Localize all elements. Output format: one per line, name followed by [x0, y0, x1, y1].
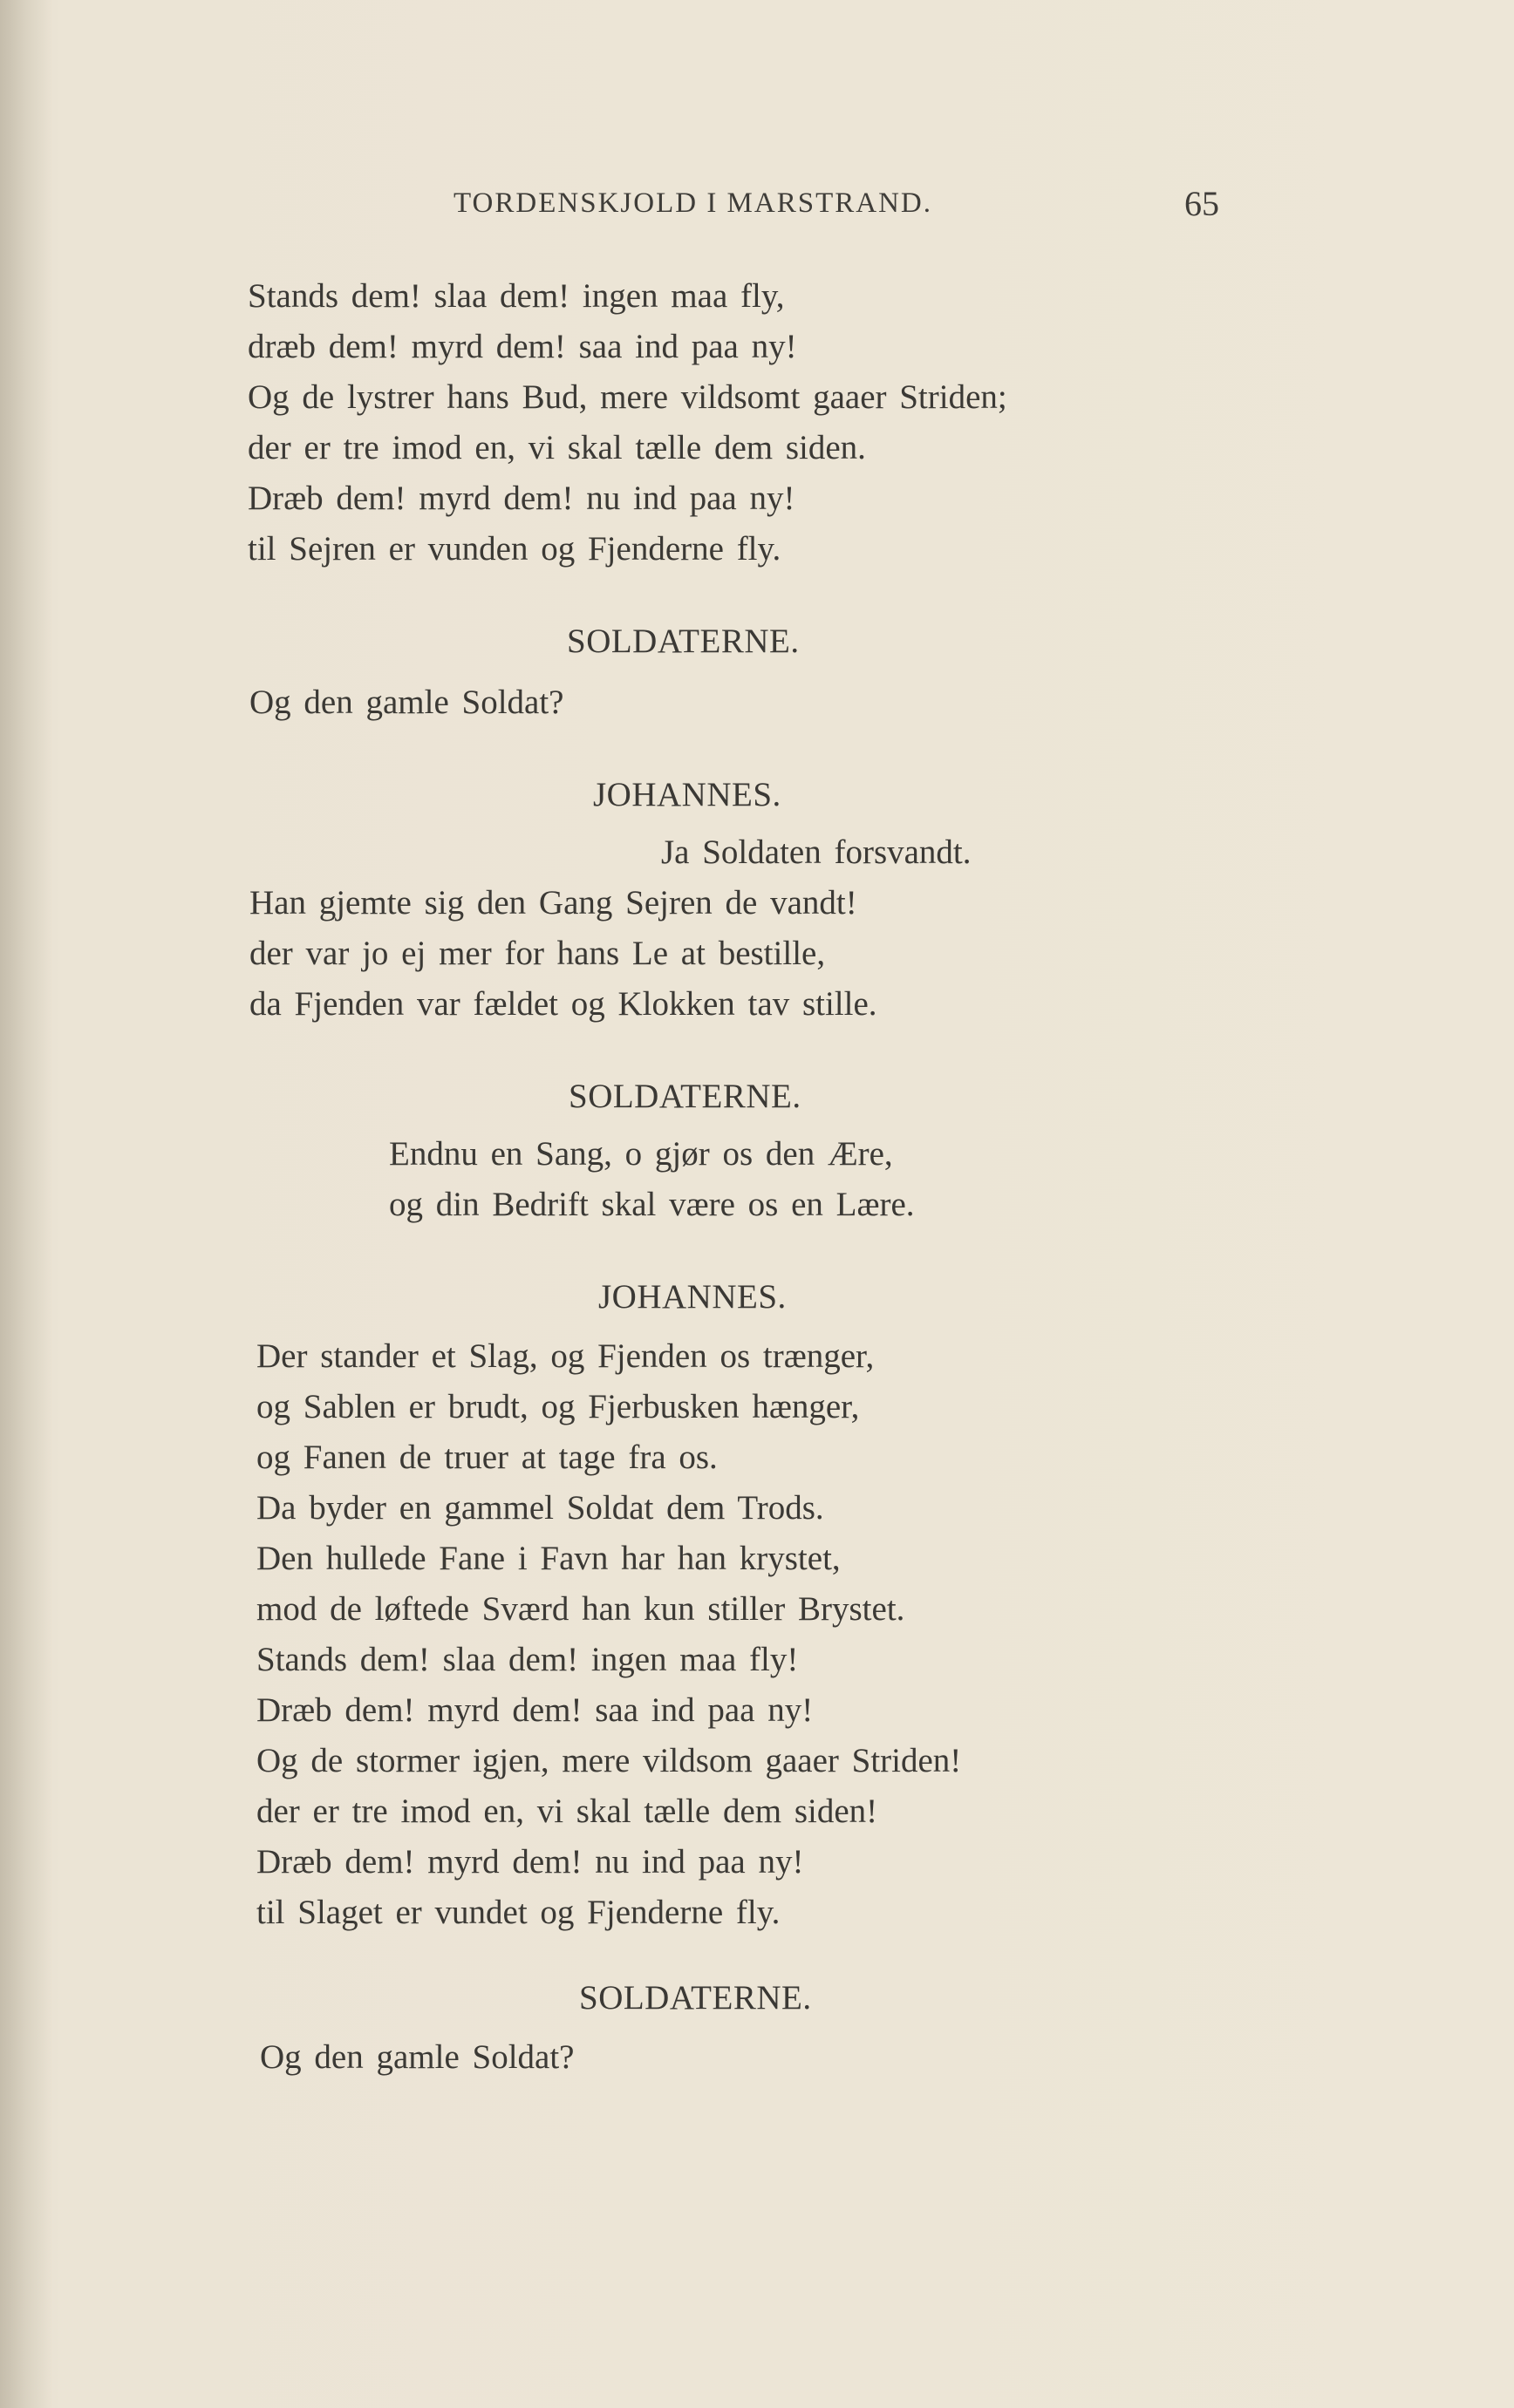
verse-line: mod de løftede Sværd han kun stiller Brystet. — [256, 1590, 905, 1628]
verse-line: Dræb dem! myrd dem! saa ind paa ny! — [256, 1691, 814, 1729]
verse-line: Der stander et Slag, og Fjenden os trænger, — [256, 1337, 875, 1375]
verse-line: Den hullede Fane i Favn har han krystet, — [256, 1540, 841, 1577]
verse-line: Dræb dem! myrd dem! nu ind paa ny! — [256, 1843, 804, 1881]
verse-line: og Sablen er brudt, og Fjerbusken hænger, — [256, 1388, 860, 1425]
speaker-name: SOLDATERNE. — [567, 622, 800, 660]
speaker-name: SOLDATERNE. — [579, 1979, 812, 2017]
verse-line: til Slaget er vundet og Fjenderne fly. — [256, 1894, 781, 1931]
verse-line: til Sejren er vunden og Fjenderne fly. — [248, 530, 781, 568]
verse-line: Endnu en Sang, o gjør os den Ære, — [389, 1135, 893, 1173]
speaker-name: JOHANNES. — [593, 776, 781, 813]
verse-line: og din Bedrift skal være os en Lære. — [389, 1186, 915, 1223]
verse-line: der er tre imod en, vi skal tælle dem siden! — [256, 1792, 878, 1830]
verse-line: Og den gamle Soldat? — [249, 684, 564, 721]
running-title: TORDENSKJOLD I MARSTRAND. — [454, 187, 933, 219]
verse-line: Stands dem! slaa dem! ingen maa fly, — [248, 277, 785, 315]
page-binding-shadow — [0, 0, 52, 2408]
verse-line: Han gjemte sig den Gang Sejren de vandt! — [249, 884, 857, 922]
verse-line: da Fjenden var fældet og Klokken tav stille. — [249, 985, 877, 1023]
verse-line: der var jo ej mer for hans Le at bestille, — [249, 935, 826, 972]
verse-line: Og de stormer igjen, mere vildsom gaaer Striden! — [256, 1742, 962, 1779]
verse-line: Og de lystrer hans Bud, mere vildsomt gaaer Striden; — [248, 378, 1007, 416]
verse-line: og Fanen de truer at tage fra os. — [256, 1439, 718, 1476]
verse-line: der er tre imod en, vi skal tælle dem siden. — [248, 429, 866, 466]
verse-line: Dræb dem! myrd dem! nu ind paa ny! — [248, 480, 795, 517]
speaker-name: JOHANNES. — [598, 1278, 787, 1316]
page-number: 65 — [1184, 184, 1219, 223]
verse-line: Da byder en gammel Soldat dem Trods. — [256, 1489, 824, 1527]
verse-line: Og den gamle Soldat? — [260, 2038, 575, 2076]
verse-line: Ja Soldaten forsvandt. — [661, 833, 972, 871]
speaker-name: SOLDATERNE. — [569, 1078, 801, 1115]
verse-line: dræb dem! myrd dem! saa ind paa ny! — [248, 328, 797, 365]
verse-line: Stands dem! slaa dem! ingen maa fly! — [256, 1641, 799, 1678]
